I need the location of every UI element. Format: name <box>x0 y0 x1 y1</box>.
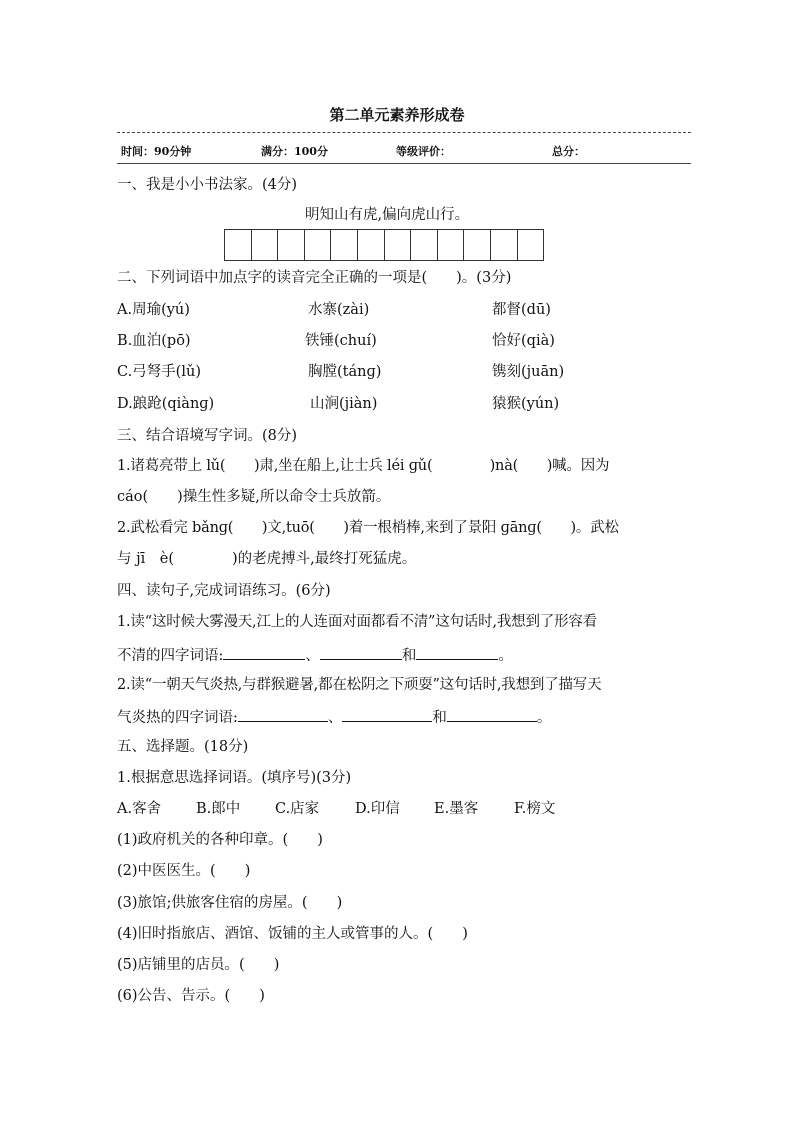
header-bottom-rule <box>117 163 691 164</box>
q5-item: (3)旅馆;供旅客住宿的房屋。( ) <box>117 895 343 911</box>
q2-option-a-2: 水寨(zài) <box>308 302 370 318</box>
q5-item: (2)中医医生。( ) <box>117 863 251 879</box>
q5-option: A.客舍 <box>117 801 162 817</box>
q1-text: 明知山有虎,偏向虎山行。 <box>305 207 470 223</box>
q3-line-1: 1.诸葛亮带上 lǔ( )肃,坐在船上,让士兵 léi ɡǔ( )nà( )喊。因为 <box>117 458 610 474</box>
grid-cell[interactable] <box>304 229 332 261</box>
q3-heading: 三、结合语境写字词。(8分) <box>117 428 298 444</box>
q5-item: (4)旧时指旅店、酒馆、饭铺的主人或管事的人。( ) <box>117 926 468 942</box>
q5-item: (6)公告、告示。( ) <box>117 988 265 1004</box>
grid-cell[interactable] <box>357 229 385 261</box>
q2-option-d-1: D.踉跄(qiànɡ) <box>117 396 215 412</box>
grid-cell[interactable] <box>517 229 545 261</box>
grid-cell[interactable] <box>330 229 358 261</box>
grid-cell[interactable] <box>437 229 465 261</box>
page-title: 第二单元素养形成卷 <box>329 106 465 124</box>
q2-option-d-3: 猿猴(yún) <box>492 396 560 412</box>
q2-option-c-3: 镌刻(juān) <box>492 364 565 380</box>
q2-option-c-2: 胸膛(tánɡ) <box>308 364 382 380</box>
separator: 和 <box>401 648 417 664</box>
grid-cell[interactable] <box>224 229 252 261</box>
time-label: 时间：90分钟 <box>121 145 192 158</box>
q4-item1-line2 <box>117 644 513 666</box>
q4-heading: 四、读句子,完成词语练习。(6分) <box>117 583 331 599</box>
q5-sub1: 1.根据意思选择词语。(填序号)(3分) <box>117 770 352 786</box>
q5-option: F.榜文 <box>514 801 556 817</box>
grid-cell[interactable] <box>410 229 438 261</box>
header-top-rule <box>117 132 691 133</box>
end-mark: 。 <box>498 648 513 664</box>
separator: 和 <box>432 710 447 726</box>
q5-option: C.店家 <box>275 801 320 817</box>
q3-line-4: 与 jī è( )的老虎搏斗,最终打死猛虎。 <box>117 551 417 567</box>
q2-option-a-1: A.周瑜(yú) <box>117 302 190 318</box>
separator: 、 <box>305 648 320 664</box>
q2-option-b-3: 恰好(qià) <box>492 333 555 349</box>
total-score-label: 总分： <box>552 145 585 158</box>
q2-heading: 二、下列词语中加点字的读音完全正确的一项是( )。(3分) <box>117 270 512 286</box>
q2-option-b-1: B.血泊(pō) <box>117 333 191 349</box>
q4-item1-line1: 1.读“这时候大雾漫天,江上的人连面对面都看不清”这句话时,我想到了形容看 <box>117 614 597 630</box>
q5-item: (5)店铺里的店员。( ) <box>117 957 280 973</box>
q5-option: B.郎中 <box>196 801 241 817</box>
q3-line-3: 2.武松看完 bǎnɡ( )文,tuō( )着一根梢棒,来到了景阳 ɡānɡ( )。武松 <box>117 520 619 536</box>
q2-option-c-1: C.弓弩手(lǔ) <box>117 364 201 380</box>
q2-option-a-3: 都督(dū) <box>492 302 551 318</box>
q4-item2-line1: 2.读“一朝天气炎热,与群猴避暑,都在松阴之下顽耍”这句话时,我想到了描写天 <box>117 677 602 693</box>
q4-item2-line2 <box>117 706 551 728</box>
q4-item1-prefix: 不清的四字词语: <box>117 648 224 664</box>
grid-cell[interactable] <box>277 229 305 261</box>
q2-option-d-2: 山涧(jiàn) <box>310 396 378 412</box>
separator: 、 <box>327 710 343 726</box>
grid-cell[interactable] <box>463 229 491 261</box>
q4-item2-prefix: 气炎热的四字词语: <box>117 710 238 726</box>
q5-heading: 五、选择题。(18分) <box>117 739 249 755</box>
grade-label: 等级评价： <box>396 145 451 158</box>
grid-cell[interactable] <box>251 229 279 261</box>
answer-blank[interactable] <box>416 644 498 660</box>
q5-option: D.印信 <box>355 801 400 817</box>
grid-cell[interactable] <box>384 229 412 261</box>
answer-blank[interactable] <box>320 644 402 660</box>
q5-option: E.墨客 <box>434 801 479 817</box>
answer-blank[interactable] <box>223 644 305 660</box>
q5-item: (1)政府机关的各种印章。( ) <box>117 832 323 848</box>
answer-blank[interactable] <box>342 706 432 722</box>
writing-grid[interactable] <box>225 229 544 261</box>
answer-blank[interactable] <box>447 706 537 722</box>
answer-blank[interactable] <box>238 706 328 722</box>
q1-heading: 一、我是小小书法家。(4分) <box>117 177 298 193</box>
q3-line-2: cáo( )操生性多疑,所以命令士兵放箭。 <box>117 489 391 505</box>
grid-cell[interactable] <box>490 229 518 261</box>
full-score-label: 满分：100分 <box>261 145 328 158</box>
end-mark: 。 <box>536 710 552 726</box>
q2-option-b-2: 铁锤(chuí) <box>305 333 377 349</box>
